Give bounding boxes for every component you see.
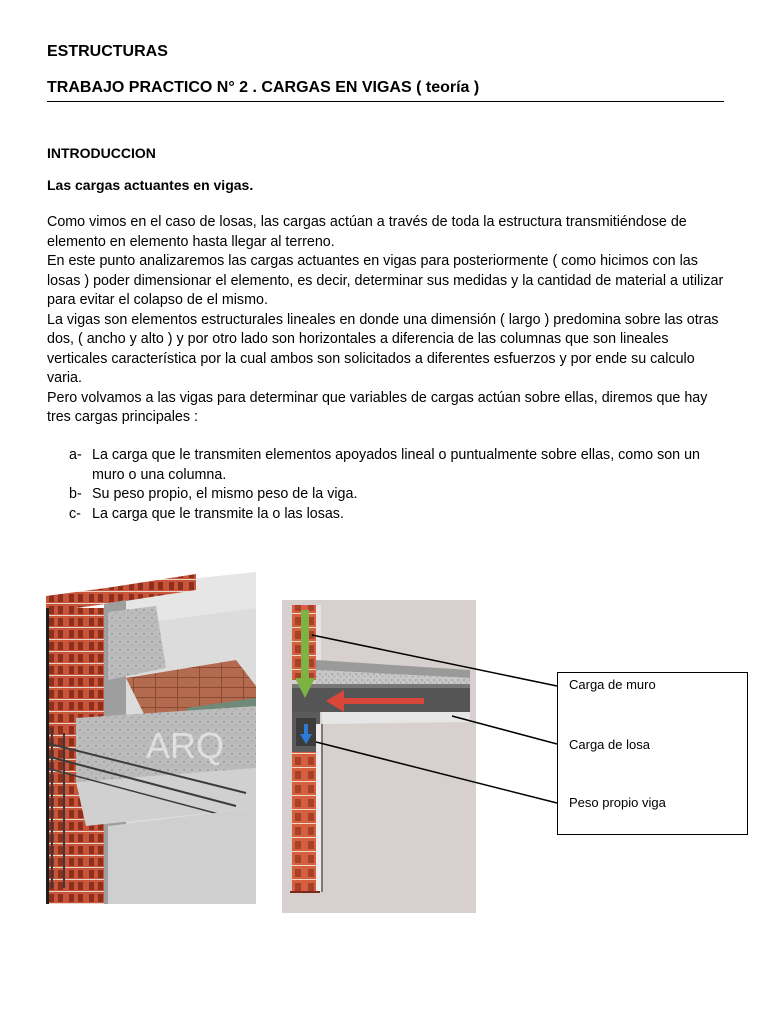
legend-label-self-weight: Peso propio viga — [569, 795, 666, 810]
list-marker: b- — [69, 486, 82, 502]
list-item-text: Su peso propio, el mismo peso de la viga. — [92, 486, 358, 502]
header-divider — [47, 101, 724, 102]
list-item — [47, 505, 727, 525]
legend-box — [557, 672, 748, 835]
list-marker: a- — [69, 447, 82, 463]
beam-section-illustration — [282, 600, 476, 913]
page-title: ESTRUCTURAS — [47, 43, 168, 60]
watermark: ARQ — [146, 725, 225, 766]
wall-slab-3d-illustration — [46, 568, 256, 904]
list-item — [47, 446, 727, 485]
list-item — [47, 485, 727, 505]
paragraph-1: Como vimos en el caso de losas, las cargas actúan a través de toda la estructura transmitiéndose de elemento en elemento hasta llegar al terreno. — [47, 214, 687, 250]
legend-label-slab-load: Carga de losa — [569, 737, 650, 752]
loads-list — [47, 446, 727, 524]
body-text — [47, 213, 727, 428]
section-heading-intro: INTRODUCCION — [47, 145, 156, 161]
paragraph-4: Pero volvamos a las vigas para determinar que variables de cargas actúan sobre ellas, diremos que hay tres cargas principales : — [47, 389, 708, 425]
page-subtitle: TRABAJO PRACTICO N° 2 . CARGAS EN VIGAS ( teoría ) — [47, 79, 480, 96]
paragraph-2: En este punto analizaremos las cargas actuantes en vigas para posteriormente ( como hicimos con las losas ) poder dimensionar el elemento, es decir, determinar sus medidas y la cantidad de material a utilizar para evitar el colapso de el mismo. — [47, 253, 724, 308]
list-item-text: La carga que le transmiten elementos apoyados lineal o puntualmente sobre ellas, como son un muro o una columna. — [92, 447, 700, 483]
section-heading-loads: Las cargas actuantes en vigas. — [47, 177, 254, 193]
list-marker: c- — [69, 505, 81, 522]
legend-label-wall-load: Carga de muro — [569, 677, 656, 692]
paragraph-3: La vigas son elementos estructurales lineales en donde una dimensión ( largo ) predomina sobre las otras dos, ( ancho y alto ) y por otro lado son horizontales a diferencia de las columnas que son lineales verticales característica por la cual ambos son solicitados a diferentes esfuerzos y por ende su calculo varia. — [47, 311, 719, 386]
list-item-text: La carga que le transmite la o las losas. — [92, 505, 344, 522]
